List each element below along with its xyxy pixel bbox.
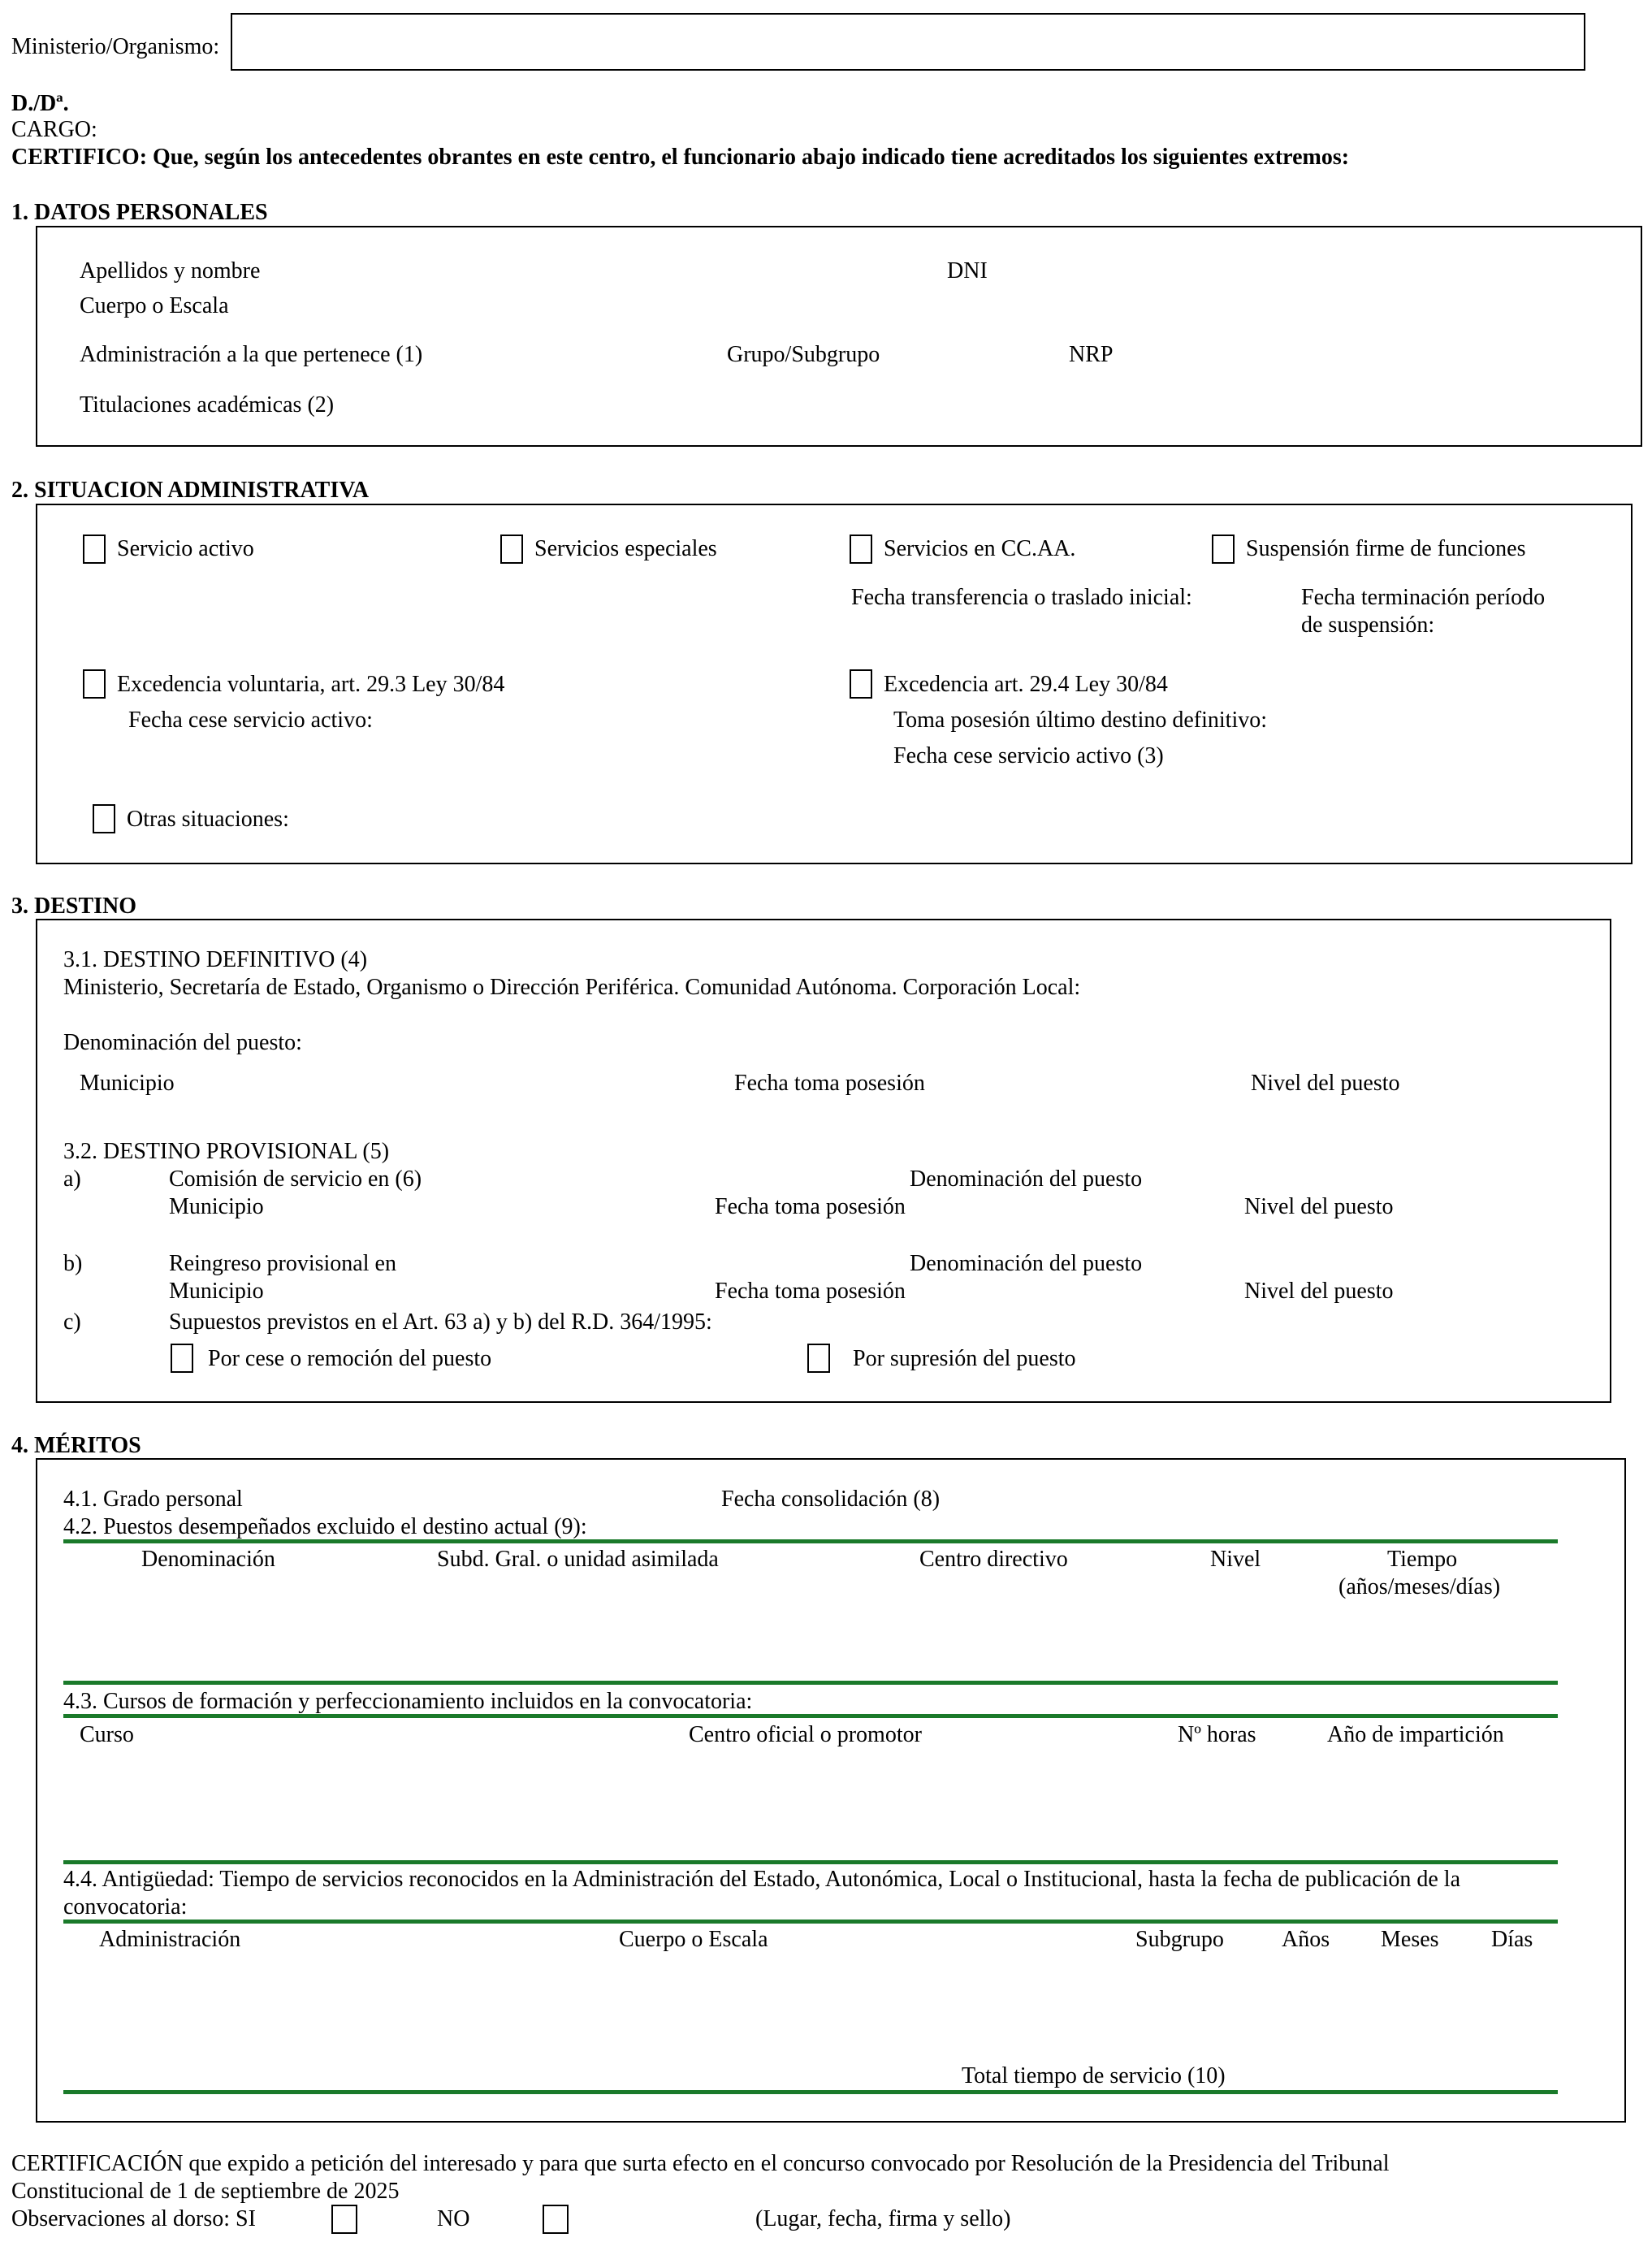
a-denominacion-label: Denominación del puesto bbox=[910, 1166, 1143, 1192]
certifico-text: CERTIFICO: Que, según los antecedentes obrantes en este centro, el funcionario abajo indicado tiene acreditados los siguientes extremos: bbox=[11, 145, 1350, 170]
col-ano-imparticion: Año de impartición bbox=[1327, 1722, 1504, 1747]
section-3-title: 3. DESTINO bbox=[11, 894, 137, 919]
excedencia-voluntaria-label: Excedencia voluntaria, art. 29.3 Ley 30/84 bbox=[117, 672, 505, 697]
green-rule bbox=[63, 2090, 1558, 2094]
lugar-fecha-firma: (Lugar, fecha, firma y sello) bbox=[755, 2206, 1011, 2231]
section-4-title: 4. MÉRITOS bbox=[11, 1433, 141, 1458]
checkbox-servicios-especiales[interactable] bbox=[500, 535, 523, 564]
checkbox-supresion[interactable] bbox=[807, 1344, 830, 1373]
ministerio-line: Ministerio, Secretaría de Estado, Organismo o Dirección Periférica. Comunidad Autónoma. Corporación Local: bbox=[63, 975, 1081, 1000]
checkbox-suspension[interactable] bbox=[1212, 535, 1235, 564]
dd-label: D./Dª. bbox=[11, 91, 69, 116]
checkbox-cese-remocion[interactable] bbox=[171, 1344, 193, 1373]
cargo-label: CARGO: bbox=[11, 117, 97, 142]
b-municipio-label: Municipio bbox=[169, 1279, 264, 1304]
checkbox-excedencia-voluntaria[interactable] bbox=[83, 669, 106, 699]
fecha-transferencia-label: Fecha transferencia o traslado inicial: bbox=[851, 585, 1192, 610]
ministerio-label: Ministerio/Organismo: bbox=[11, 34, 220, 59]
col-subd-gral: Subd. Gral. o unidad asimilada bbox=[437, 1547, 719, 1572]
checkbox-observaciones-si[interactable] bbox=[331, 2205, 357, 2234]
fecha-cese-label: Fecha cese servicio activo: bbox=[128, 708, 373, 733]
col-denominacion: Denominación bbox=[141, 1547, 275, 1572]
toma-posesion-label: Toma posesión último destino definitivo: bbox=[893, 708, 1268, 733]
nivel-label: Nivel del puesto bbox=[1251, 1071, 1400, 1096]
checkbox-otras-situaciones[interactable] bbox=[93, 804, 115, 833]
titulaciones-label: Titulaciones académicas (2) bbox=[80, 392, 335, 418]
supresion-label: Por supresión del puesto bbox=[853, 1346, 1076, 1371]
reingreso-label: Reingreso provisional en bbox=[169, 1251, 396, 1276]
col-n-horas: Nº horas bbox=[1178, 1722, 1256, 1747]
otras-situaciones-label: Otras situaciones: bbox=[127, 807, 289, 832]
cuerpo-label: Cuerpo o Escala bbox=[80, 293, 229, 318]
cursos-title: 4.3. Cursos de formación y perfeccionamiento incluidos en la convocatoria: bbox=[63, 1689, 753, 1714]
fecha-toma-label: Fecha toma posesión bbox=[734, 1071, 925, 1096]
suspension-label: Suspensión firme de funciones bbox=[1246, 536, 1526, 561]
green-rule bbox=[63, 1860, 1558, 1864]
destino-definitivo-title: 3.1. DESTINO DEFINITIVO (4) bbox=[63, 947, 368, 972]
excedencia-294-label: Excedencia art. 29.4 Ley 30/84 bbox=[884, 672, 1168, 697]
total-tiempo-label: Total tiempo de servicio (10) bbox=[962, 2063, 1226, 2088]
fecha-cese-3-label: Fecha cese servicio activo (3) bbox=[893, 743, 1164, 768]
observaciones-si-label: Observaciones al dorso: SI bbox=[11, 2206, 256, 2231]
col-meses: Meses bbox=[1381, 1927, 1439, 1952]
administracion-label: Administración a la que pertenece (1) bbox=[80, 342, 423, 367]
item-b-label: b) bbox=[63, 1251, 83, 1276]
checkbox-observaciones-no[interactable] bbox=[543, 2205, 569, 2234]
checkbox-servicios-ccaa[interactable] bbox=[850, 535, 872, 564]
b-fecha-label: Fecha toma posesión bbox=[715, 1279, 906, 1304]
fecha-terminacion-label-2: de suspensión: bbox=[1301, 612, 1435, 638]
grado-personal-label: 4.1. Grado personal bbox=[63, 1487, 243, 1512]
certificacion-line-1: CERTIFICACIÓN que expido a petición del interesado y para que surta efecto en el concurso convocado por Resolución de la Presidencia del Tribunal bbox=[11, 2151, 1390, 2176]
antiguedad-text-2: convocatoria: bbox=[63, 1894, 188, 1920]
col-curso: Curso bbox=[80, 1722, 134, 1747]
item-a-label: a) bbox=[63, 1166, 81, 1192]
a-municipio-label: Municipio bbox=[169, 1194, 264, 1219]
certificacion-line-2: Constitucional de 1 de septiembre de 2025 bbox=[11, 2179, 400, 2204]
col-anos: Años bbox=[1282, 1927, 1330, 1952]
municipio-label: Municipio bbox=[80, 1071, 175, 1096]
col-centro-oficial: Centro oficial o promotor bbox=[689, 1722, 922, 1747]
cese-remocion-label: Por cese o remoción del puesto bbox=[208, 1346, 492, 1371]
col-centro-directivo: Centro directivo bbox=[919, 1547, 1068, 1572]
checkbox-excedencia-294[interactable] bbox=[850, 669, 872, 699]
antiguedad-text-1: 4.4. Antigüedad: Tiempo de servicios reconocidos en la Administración del Estado, Autonómica, Local o Institucional, hasta la fecha de publicación de la bbox=[63, 1867, 1461, 1892]
comision-servicio-label: Comisión de servicio en (6) bbox=[169, 1166, 422, 1192]
a-nivel-label: Nivel del puesto bbox=[1244, 1194, 1394, 1219]
observaciones-no-label: NO bbox=[437, 2206, 470, 2231]
col-tiempo-sub: (años/meses/días) bbox=[1338, 1574, 1501, 1599]
fecha-terminacion-label-1: Fecha terminación período bbox=[1301, 585, 1546, 610]
col-dias: Días bbox=[1491, 1927, 1533, 1952]
col-administracion: Administración bbox=[99, 1927, 241, 1952]
col-nivel: Nivel bbox=[1210, 1547, 1261, 1572]
col-cuerpo-escala: Cuerpo o Escala bbox=[619, 1927, 768, 1952]
green-rule bbox=[63, 1539, 1558, 1543]
col-tiempo: Tiempo bbox=[1387, 1547, 1458, 1572]
dni-label: DNI bbox=[947, 258, 988, 283]
green-rule bbox=[63, 1920, 1558, 1924]
section-1-title: 1. DATOS PERSONALES bbox=[11, 200, 268, 225]
ministerio-field[interactable] bbox=[231, 13, 1585, 71]
denominacion-label: Denominación del puesto: bbox=[63, 1030, 302, 1055]
item-c-label: c) bbox=[63, 1309, 81, 1335]
col-subgrupo: Subgrupo bbox=[1135, 1927, 1224, 1952]
servicios-ccaa-label: Servicios en CC.AA. bbox=[884, 536, 1076, 561]
grupo-label: Grupo/Subgrupo bbox=[727, 342, 880, 367]
servicios-especiales-label: Servicios especiales bbox=[534, 536, 717, 561]
checkbox-servicio-activo[interactable] bbox=[83, 535, 106, 564]
fecha-consolidacion-label: Fecha consolidación (8) bbox=[721, 1487, 941, 1512]
apellidos-label: Apellidos y nombre bbox=[80, 258, 261, 283]
supuestos-label: Supuestos previstos en el Art. 63 a) y b) del R.D. 364/1995: bbox=[169, 1309, 712, 1335]
nrp-label: NRP bbox=[1069, 342, 1114, 367]
servicio-activo-label: Servicio activo bbox=[117, 536, 254, 561]
green-rule bbox=[63, 1714, 1558, 1718]
destino-provisional-title: 3.2. DESTINO PROVISIONAL (5) bbox=[63, 1139, 390, 1164]
puestos-title: 4.2. Puestos desempeñados excluido el destino actual (9): bbox=[63, 1514, 587, 1539]
b-denominacion-label: Denominación del puesto bbox=[910, 1251, 1143, 1276]
green-rule bbox=[63, 1681, 1558, 1685]
a-fecha-label: Fecha toma posesión bbox=[715, 1194, 906, 1219]
section-2-title: 2. SITUACION ADMINISTRATIVA bbox=[11, 478, 370, 503]
b-nivel-label: Nivel del puesto bbox=[1244, 1279, 1394, 1304]
